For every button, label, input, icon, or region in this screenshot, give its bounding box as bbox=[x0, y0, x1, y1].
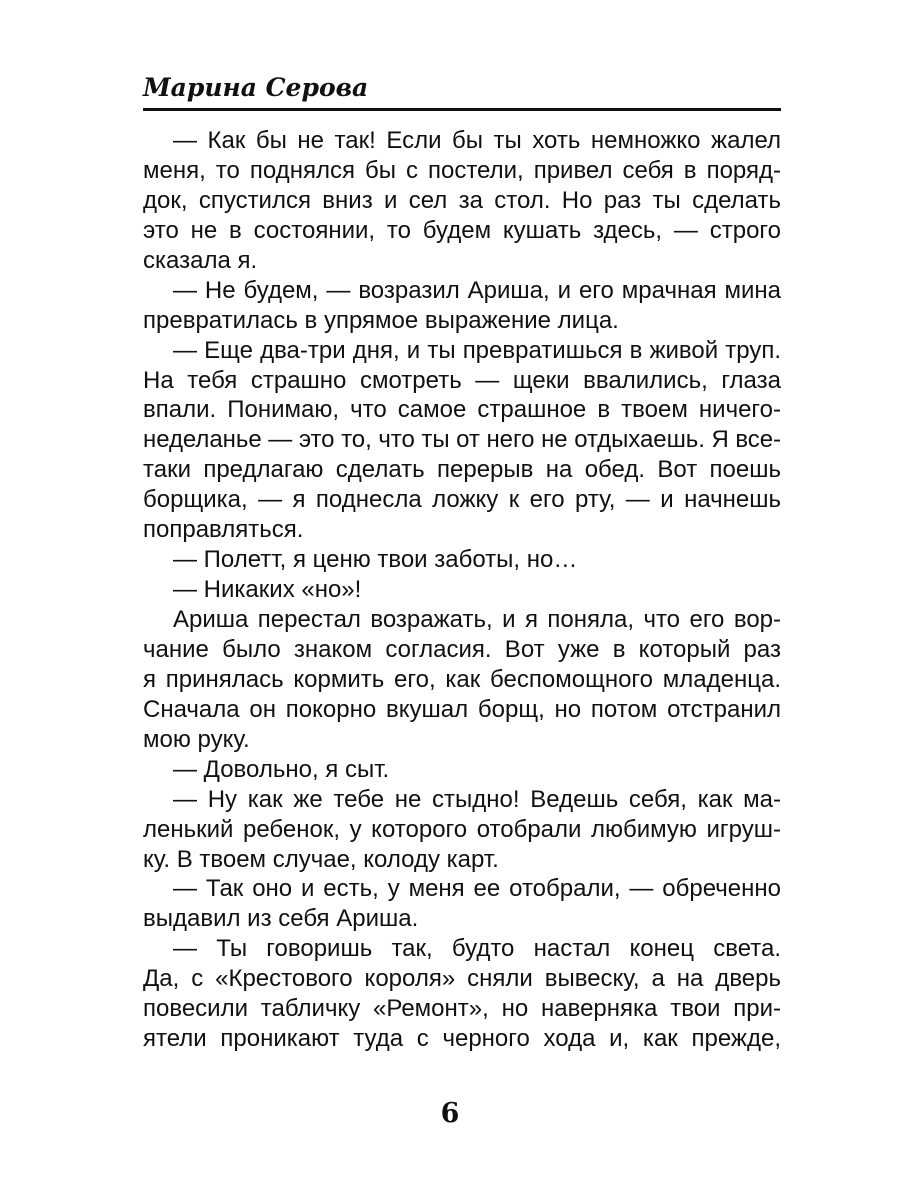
text-line: выдавил из себя Ариша. bbox=[143, 905, 419, 933]
text-line: поправляться. bbox=[143, 516, 304, 544]
text-line: Ариша перестал возражать, и я поняла, что его вор- bbox=[173, 606, 781, 633]
text-line: борщика, — я поднесла ложку к его рту, — и начнешь bbox=[143, 486, 781, 514]
text-line: сказала я. bbox=[143, 246, 258, 274]
text-line: Да, с «Крестового короля» сняли вывеску, а на дверь bbox=[143, 965, 781, 993]
header-rule bbox=[143, 108, 781, 111]
text-line: — Не будем, — возразил Ариша, и его мрачная мина bbox=[173, 276, 781, 304]
text-line: — Так оно и есть, у меня ее отобрали, — обреченно bbox=[173, 875, 781, 903]
text-line: ятели проникают туда с черного хода и, как прежде, bbox=[143, 1025, 781, 1053]
text-line: — Как бы не так! Если бы ты хоть немножко жалел bbox=[173, 127, 781, 154]
running-head-author: Марина Серова bbox=[143, 73, 369, 102]
page-number: 6 bbox=[440, 1098, 460, 1129]
text-line: впали. Понимаю, что самое страшное в твоем ничего- bbox=[143, 396, 781, 424]
text-line: меня, то поднялся бы с постели, привел себя в поряд- bbox=[143, 156, 781, 184]
text-line: — Никаких «но»! bbox=[173, 576, 362, 604]
text-line: — Ты говоришь так, будто настал конец света. bbox=[173, 935, 781, 963]
text-line: мою руку. bbox=[143, 725, 250, 753]
text-line: превратилась в упрямое выражение лица. bbox=[143, 306, 619, 334]
text-line: я принялась кормить его, как беспомощного младенца. bbox=[143, 665, 781, 693]
text-line: чание было знаком согласия. Вот уже в который раз bbox=[143, 635, 781, 663]
text-line: — Полетт, я ценю твои заботы, но… bbox=[173, 546, 578, 574]
text-line: док, спустился вниз и сел за стол. Но раз ты сделать bbox=[143, 186, 781, 214]
text-line: Сначала он покорно вкушал борщ, но потом отстранил bbox=[143, 695, 781, 723]
text-line: ку. В твоем случае, колоду карт. bbox=[143, 845, 499, 873]
text-line: ленький ребенок, у которого отобрали любимую игруш- bbox=[143, 815, 781, 843]
text-line: неделанье — это то, что ты от него не отдыхаешь. Я все- bbox=[143, 426, 781, 454]
text-line: повесили табличку «Ремонт», но наверняка твои при- bbox=[143, 995, 781, 1023]
page-body bbox=[143, 126, 781, 1054]
text-line: это не в состоянии, то будем кушать здесь, — строго bbox=[143, 216, 781, 244]
text-line: — Еще два-три дня, и ты превратишься в живой труп. bbox=[173, 336, 781, 364]
text-line: На тебя страшно смотреть — щеки ввалились, глаза bbox=[143, 366, 781, 394]
text-line: таки предлагаю сделать перерыв на обед. Вот поешь bbox=[143, 456, 781, 484]
text-line: — Ну как же тебе не стыдно! Ведешь себя, как ма- bbox=[173, 785, 781, 813]
text-line: — Довольно, я сыт. bbox=[173, 755, 390, 783]
